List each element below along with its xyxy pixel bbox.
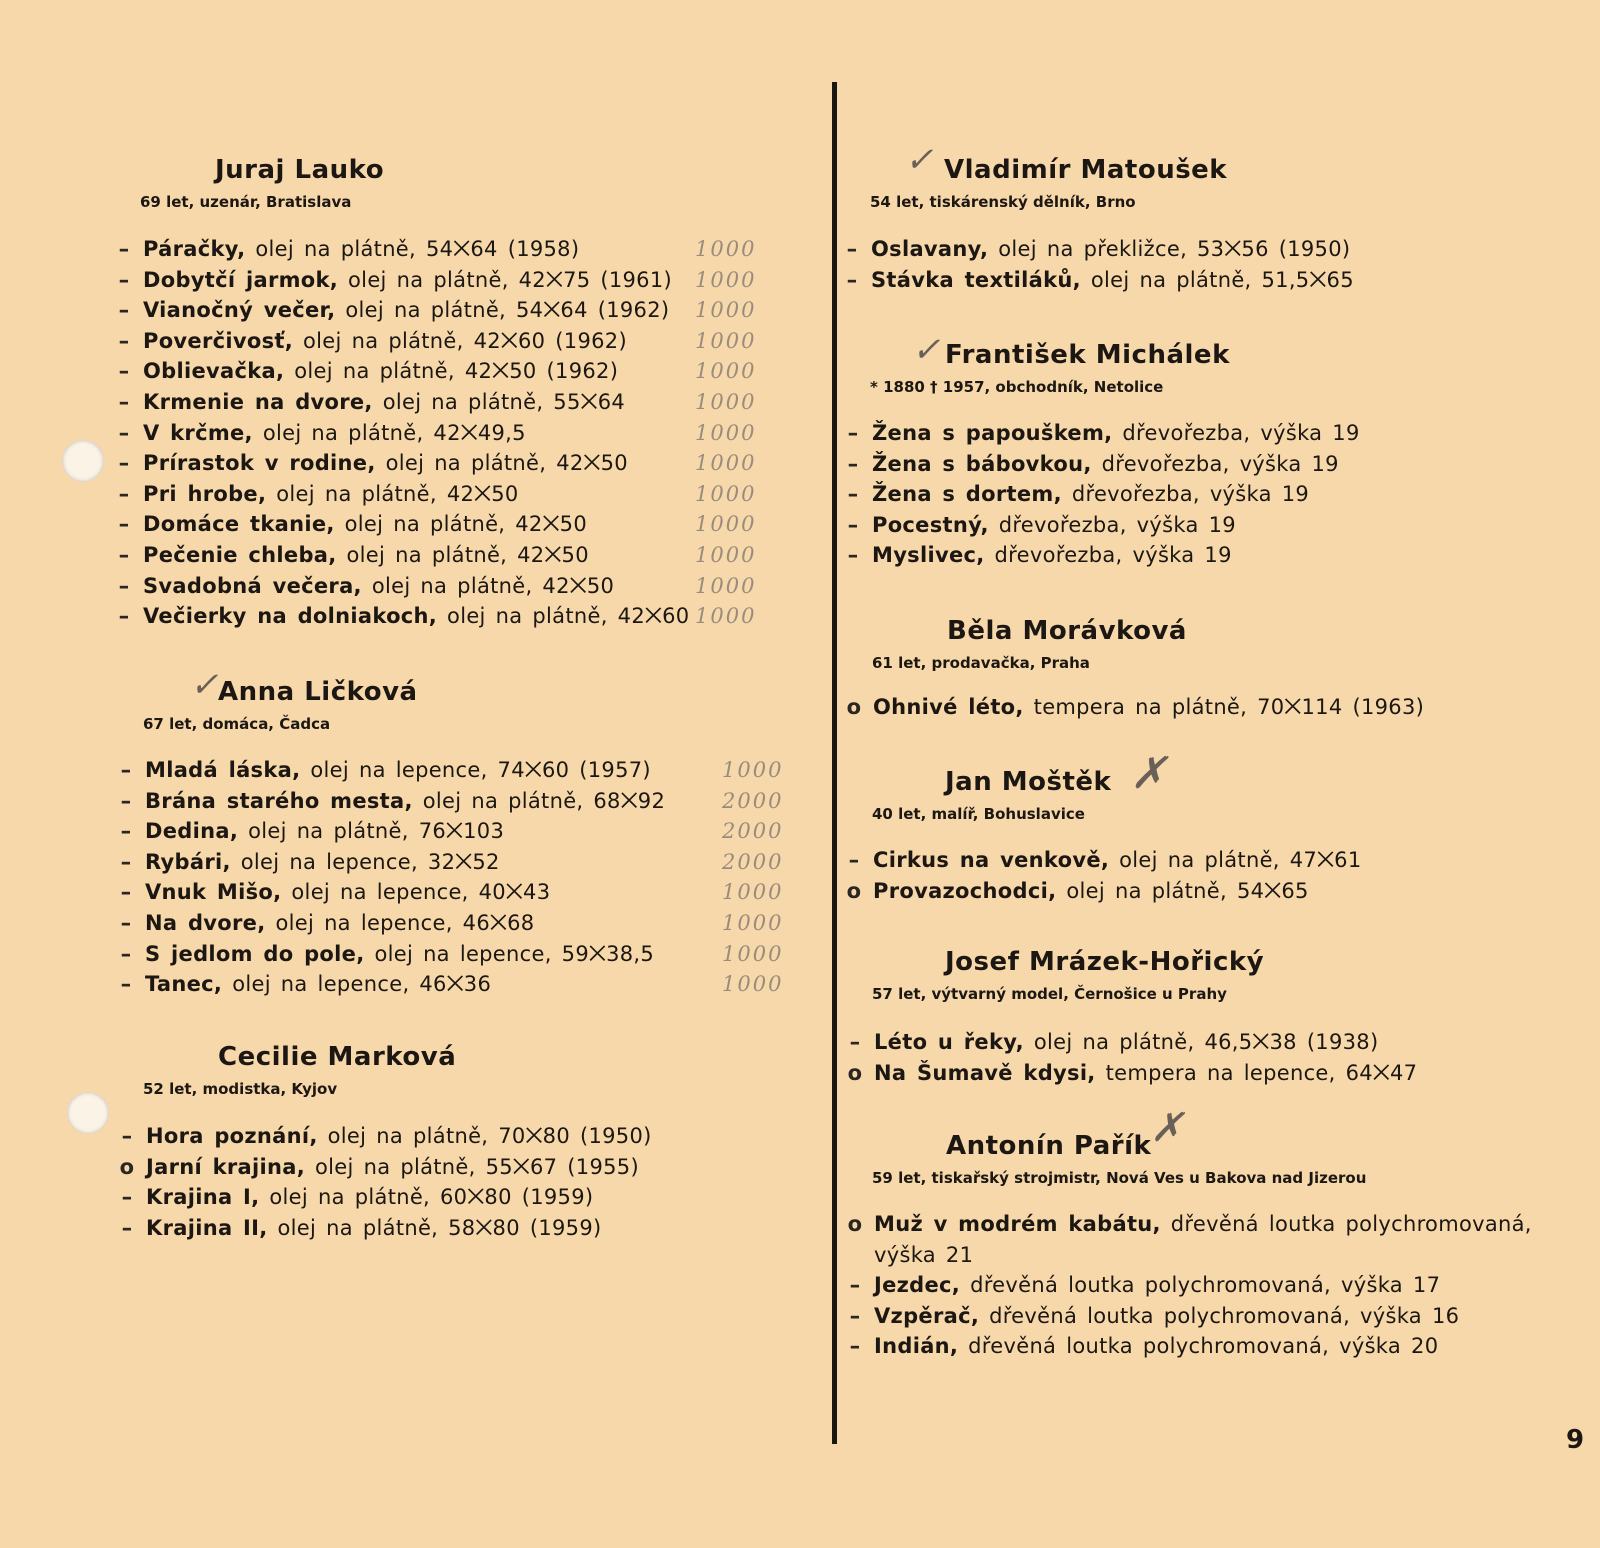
- work-list: [120, 755, 666, 1000]
- work-list: [118, 234, 690, 632]
- work-details: dřevěná loutka polychromovaná,: [1160, 1212, 1532, 1236]
- punch-hole-bottom: [67, 1092, 109, 1134]
- dash-mark-icon: –: [118, 512, 130, 537]
- work-item: [846, 234, 1354, 265]
- dash-mark-icon: –: [849, 1334, 861, 1359]
- work-details: olej na lepence, 32⨉52: [230, 849, 500, 874]
- work-details: dřevořezba, výška 19: [984, 543, 1232, 568]
- work-title: Léto u řeky,: [874, 1030, 1024, 1054]
- dash-mark-icon: –: [846, 237, 858, 261]
- work-list: [846, 234, 1354, 295]
- work-title: Domáce tkanie,: [143, 512, 335, 537]
- work-item: [120, 816, 665, 847]
- artist-name: Vladimír Matoušek: [944, 155, 1228, 185]
- work-details: olej na plátně, 46,5⨉38 (1938): [1023, 1030, 1379, 1054]
- work-item: [118, 295, 689, 326]
- circle-mark-icon: o: [846, 878, 862, 903]
- work-details: tempera na lepence, 64⨉47: [1095, 1060, 1418, 1085]
- work-item: [118, 234, 689, 265]
- work-item: [848, 845, 1362, 876]
- handwritten-price: 1000: [695, 389, 757, 414]
- dash-mark-icon: –: [847, 451, 859, 476]
- dash-mark-icon: –: [118, 481, 130, 506]
- work-details: olej na plátně, 42⨉50: [334, 512, 588, 537]
- work-item: [849, 1027, 1417, 1058]
- work-details: dřevořezba, výška 19: [1091, 451, 1339, 476]
- check-mark-icon: ✓: [190, 665, 219, 705]
- work-item: [120, 755, 665, 786]
- work-item: [120, 786, 666, 817]
- work-item: [847, 418, 1360, 449]
- work-details: dřevěná loutka polychromovaná, výška 20: [958, 1334, 1439, 1359]
- dash-mark-icon: –: [121, 1124, 133, 1148]
- work-details: olej na plátně, 42⨉50: [336, 542, 589, 567]
- work-title: Pečenie chleba,: [143, 542, 337, 567]
- punch-hole-top: [62, 440, 104, 482]
- work-details: olej na lepence, 74⨉60 (1957): [300, 758, 651, 782]
- dash-mark-icon: –: [120, 849, 132, 874]
- artist-heading: [143, 1042, 456, 1098]
- work-details: tempera na plátně, 70⨉114 (1963): [1023, 695, 1425, 719]
- work-details: olej na překližce, 53⨉56 (1950): [988, 237, 1351, 261]
- work-details: olej na plátně, 42⨉60 (1962): [293, 328, 627, 353]
- work-list: [847, 1209, 1532, 1362]
- work-title: Svadobná večera,: [143, 573, 362, 598]
- work-details: olej na plátně, 54⨉64 (1962): [335, 298, 670, 323]
- work-list: [847, 418, 1360, 571]
- dash-mark-icon: –: [118, 267, 130, 292]
- artist-heading: [872, 1131, 1366, 1187]
- work-item: [118, 418, 689, 449]
- artist-heading: [140, 155, 384, 211]
- artist-name: Josef Mrázek-Hořický: [945, 947, 1265, 977]
- work-title: Mladá láska,: [145, 758, 301, 782]
- work-item: [121, 1121, 652, 1152]
- dash-mark-icon: –: [118, 420, 130, 445]
- cross-mark-icon: ✗: [1150, 1105, 1184, 1151]
- work-details: olej na plátně, 54⨉65: [1056, 878, 1309, 903]
- work-title: Poverčivosť,: [143, 328, 293, 353]
- dash-mark-icon: –: [118, 298, 130, 323]
- artist-info: 61 let, prodavačka, Praha: [872, 654, 1090, 672]
- artist-name: Anna Ličková: [218, 677, 418, 707]
- work-title: S jedlom do pole,: [145, 941, 365, 966]
- work-details: olej na plátně, 58⨉80 (1959): [267, 1215, 602, 1240]
- work-list: [846, 845, 1362, 906]
- work-item: [849, 1301, 1532, 1332]
- work-title: Dobytčí jarmok,: [143, 267, 339, 292]
- work-title: Provazochodci,: [873, 878, 1057, 903]
- work-title: Krajina II,: [146, 1215, 268, 1240]
- dash-mark-icon: –: [118, 451, 130, 476]
- work-title: Krmenie na dvore,: [143, 389, 373, 414]
- work-details: dřevěná loutka polychromovaná, výška 16: [979, 1303, 1460, 1328]
- work-details: olej na plátně, 60⨉80 (1959): [259, 1185, 594, 1210]
- work-title: Myslivec,: [872, 543, 985, 568]
- work-title: Stávka textiláků,: [871, 267, 1081, 292]
- work-title: Na dvore,: [145, 910, 266, 935]
- work-item: [120, 877, 665, 908]
- work-item: [120, 939, 665, 970]
- work-details: dřevořezba, výška 19: [1112, 421, 1360, 445]
- work-item: [118, 387, 689, 418]
- work-title: Žena s dortem,: [872, 482, 1062, 507]
- work-item: [846, 876, 1362, 907]
- work-list: [847, 1027, 1418, 1088]
- work-details: olej na plátně, 47⨉61: [1109, 848, 1362, 872]
- work-item: [874, 1240, 1532, 1271]
- handwritten-price: 1000: [722, 910, 784, 935]
- dash-mark-icon: –: [118, 359, 130, 384]
- work-details: olej na lepence, 46⨉36: [222, 972, 492, 997]
- circle-mark-icon: o: [846, 695, 862, 719]
- handwritten-price: 1000: [695, 573, 757, 598]
- work-details: olej na lepence, 40⨉43: [281, 880, 551, 905]
- dash-mark-icon: –: [121, 1185, 133, 1210]
- work-item: [118, 509, 689, 540]
- dash-mark-icon: –: [849, 1030, 861, 1054]
- dash-mark-icon: –: [120, 910, 132, 935]
- work-title: Oblievačka,: [143, 359, 285, 384]
- work-item: [118, 448, 689, 479]
- work-item: [118, 571, 689, 602]
- work-details: olej na plátně, 76⨉103: [238, 819, 505, 844]
- work-title: Pocestný,: [872, 512, 989, 537]
- handwritten-price: 1000: [695, 451, 757, 476]
- handwritten-prices: [695, 234, 756, 632]
- work-title: Rybári,: [145, 849, 231, 874]
- dash-mark-icon: –: [120, 819, 132, 844]
- work-details: dřevořezba, výška 19: [988, 512, 1236, 537]
- handwritten-price: 1000: [695, 420, 757, 445]
- work-title: Indián,: [874, 1334, 959, 1359]
- handwritten-price: 1000: [722, 880, 784, 905]
- circle-mark-icon: o: [119, 1154, 135, 1179]
- work-details: olej na plátně, 55⨉67 (1955): [305, 1154, 639, 1179]
- work-item: [121, 1182, 652, 1213]
- work-item: [847, 540, 1360, 571]
- artist-heading: [872, 616, 1187, 672]
- work-item: [118, 479, 689, 510]
- artist-name: Cecilie Marková: [218, 1042, 457, 1072]
- artist-heading: [143, 677, 418, 733]
- column-divider: [832, 82, 837, 1444]
- page-number: 9: [1566, 1425, 1585, 1455]
- circle-mark-icon: o: [847, 1212, 863, 1236]
- dash-mark-icon: –: [848, 848, 860, 872]
- dash-mark-icon: –: [120, 758, 132, 782]
- work-details: dřevořezba, výška 19: [1061, 482, 1310, 507]
- work-title: Ohnivé léto,: [873, 695, 1024, 719]
- artist-name: František Michálek: [945, 340, 1230, 370]
- work-title: V krčme,: [143, 420, 253, 445]
- work-details: olej na plátně, 42⨉60: [437, 604, 690, 629]
- work-details: olej na lepence, 46⨉68: [265, 910, 535, 935]
- work-title: Dedina,: [145, 819, 239, 844]
- work-list: [846, 692, 1425, 723]
- work-item: [847, 449, 1360, 480]
- work-item: [847, 1209, 1532, 1240]
- dash-mark-icon: –: [120, 788, 132, 813]
- handwritten-price: 1000: [695, 481, 757, 506]
- artist-info: 69 let, uzenár, Bratislava: [140, 193, 352, 211]
- work-item: [118, 601, 690, 632]
- dash-mark-icon: –: [847, 512, 859, 537]
- work-details: dřevěná loutka polychromovaná, výška 17: [960, 1273, 1441, 1298]
- work-title: Žena s papouškem,: [872, 421, 1113, 445]
- artist-name: Jan Moštěk: [945, 767, 1112, 797]
- handwritten-price: 2000: [722, 819, 784, 844]
- work-item: [120, 969, 665, 1000]
- work-title: Večierky na dolniakoch,: [143, 604, 438, 629]
- handwritten-prices: [722, 755, 783, 1000]
- artist-name: Běla Morávková: [947, 616, 1187, 646]
- handwritten-price: 1000: [695, 359, 757, 384]
- work-title: Páračky,: [143, 237, 246, 261]
- work-title: Brána starého mesta,: [145, 788, 413, 813]
- work-details: olej na plátně, 54⨉64 (1958): [245, 237, 580, 261]
- work-details: olej na plátně, 42⨉75 (1961): [338, 267, 672, 292]
- work-title: Prírastok v rodine,: [143, 451, 376, 476]
- handwritten-price: 1000: [695, 298, 757, 323]
- dash-mark-icon: –: [120, 941, 132, 966]
- work-title: Jarní krajina,: [146, 1154, 305, 1179]
- dash-mark-icon: –: [118, 389, 130, 414]
- work-title: Jezdec,: [874, 1273, 961, 1298]
- work-details: olej na plátně, 42⨉50: [375, 451, 628, 476]
- work-title: Tanec,: [145, 972, 223, 997]
- work-list: [119, 1121, 652, 1243]
- work-details: olej na plátně, 42⨉49,5: [252, 420, 526, 445]
- work-item: [118, 540, 689, 571]
- handwritten-price: 2000: [722, 849, 784, 874]
- dash-mark-icon: –: [849, 1273, 861, 1298]
- work-title: Hora poznání,: [146, 1124, 318, 1148]
- work-title: Vianočný večer,: [143, 298, 336, 323]
- work-item: [849, 1331, 1532, 1362]
- dash-mark-icon: –: [120, 972, 132, 997]
- artist-heading: [872, 767, 1111, 823]
- handwritten-price: 1000: [695, 267, 757, 292]
- work-details: olej na plátně, 70⨉80 (1950): [317, 1124, 652, 1148]
- work-details: olej na lepence, 59⨉38,5: [364, 941, 655, 966]
- dash-mark-icon: –: [118, 573, 130, 598]
- dash-mark-icon: –: [118, 542, 130, 567]
- work-title: Pri hrobe,: [143, 481, 267, 506]
- work-item: [120, 847, 665, 878]
- handwritten-price: 1000: [722, 758, 784, 782]
- artist-info: 54 let, tiskárenský dělník, Brno: [870, 193, 1136, 211]
- artist-heading: [872, 947, 1264, 1003]
- dash-mark-icon: –: [846, 267, 858, 292]
- artist-info: 59 let, tiskařský strojmistr, Nová Ves u Bakova nad Jizerou: [872, 1169, 1367, 1187]
- work-title: Vzpěrač,: [874, 1303, 980, 1328]
- work-details: výška 21: [874, 1242, 974, 1267]
- handwritten-price: 1000: [695, 604, 757, 629]
- artist-info: * 1880 † 1957, obchodník, Netolice: [870, 378, 1164, 396]
- dash-mark-icon: –: [118, 328, 130, 353]
- work-item: [846, 692, 1425, 723]
- check-mark-icon: ✓: [912, 330, 941, 370]
- dash-mark-icon: –: [121, 1215, 133, 1240]
- dash-mark-icon: –: [118, 604, 130, 629]
- work-item: [119, 1152, 652, 1183]
- dash-mark-icon: –: [847, 421, 859, 445]
- dash-mark-icon: –: [849, 1303, 861, 1328]
- handwritten-price: 1000: [722, 972, 784, 997]
- work-details: olej na plátně, 55⨉64: [372, 389, 626, 414]
- artist-info: 52 let, modistka, Kyjov: [143, 1080, 338, 1098]
- artist-info: 40 let, malíř, Bohuslavice: [872, 805, 1085, 823]
- artist-info: 57 let, výtvarný model, Černošice u Prahy: [872, 985, 1227, 1003]
- work-title: Vnuk Mišo,: [145, 880, 282, 905]
- work-item: [118, 356, 689, 387]
- work-item: [846, 265, 1354, 296]
- work-details: olej na plátně, 68⨉92: [412, 788, 666, 813]
- dash-mark-icon: –: [118, 237, 130, 261]
- work-item: [849, 1270, 1532, 1301]
- work-details: olej na plátně, 42⨉50: [361, 573, 615, 598]
- cross-mark-icon: ✗: [1130, 748, 1167, 799]
- handwritten-price: 1000: [695, 328, 757, 353]
- dash-mark-icon: –: [847, 482, 859, 507]
- work-title: Muž v modrém kabátu,: [874, 1212, 1161, 1236]
- work-details: olej na plátně, 51,5⨉65: [1080, 267, 1354, 292]
- work-title: Oslavany,: [871, 237, 989, 261]
- work-item: [118, 265, 689, 296]
- check-mark-icon: ✓: [905, 140, 934, 180]
- work-title: Krajina I,: [146, 1185, 260, 1210]
- work-item: [121, 1213, 652, 1244]
- handwritten-price: 1000: [722, 941, 784, 966]
- circle-mark-icon: o: [847, 1060, 863, 1085]
- work-item: [120, 908, 665, 939]
- work-title: Na Šumavě kdysi,: [874, 1060, 1096, 1085]
- work-item: [118, 326, 689, 357]
- artist-name: Juraj Lauko: [215, 155, 385, 185]
- artist-name: Antonín Pařík: [946, 1131, 1152, 1161]
- work-title: Cirkus na venkově,: [873, 848, 1110, 872]
- dash-mark-icon: –: [120, 880, 132, 905]
- dash-mark-icon: –: [847, 543, 859, 568]
- work-title: Žena s bábovkou,: [872, 451, 1092, 476]
- handwritten-price: 1000: [695, 512, 757, 537]
- work-item: [847, 479, 1360, 510]
- work-item: [847, 510, 1360, 541]
- handwritten-price: 1000: [695, 542, 757, 567]
- work-details: olej na plátně, 42⨉50 (1962): [284, 359, 619, 384]
- handwritten-price: 1000: [695, 237, 757, 261]
- artist-info: 67 let, domáca, Čadca: [143, 715, 331, 733]
- work-item: [847, 1058, 1418, 1089]
- handwritten-price: 2000: [722, 788, 784, 813]
- work-details: olej na plátně, 42⨉50: [266, 481, 519, 506]
